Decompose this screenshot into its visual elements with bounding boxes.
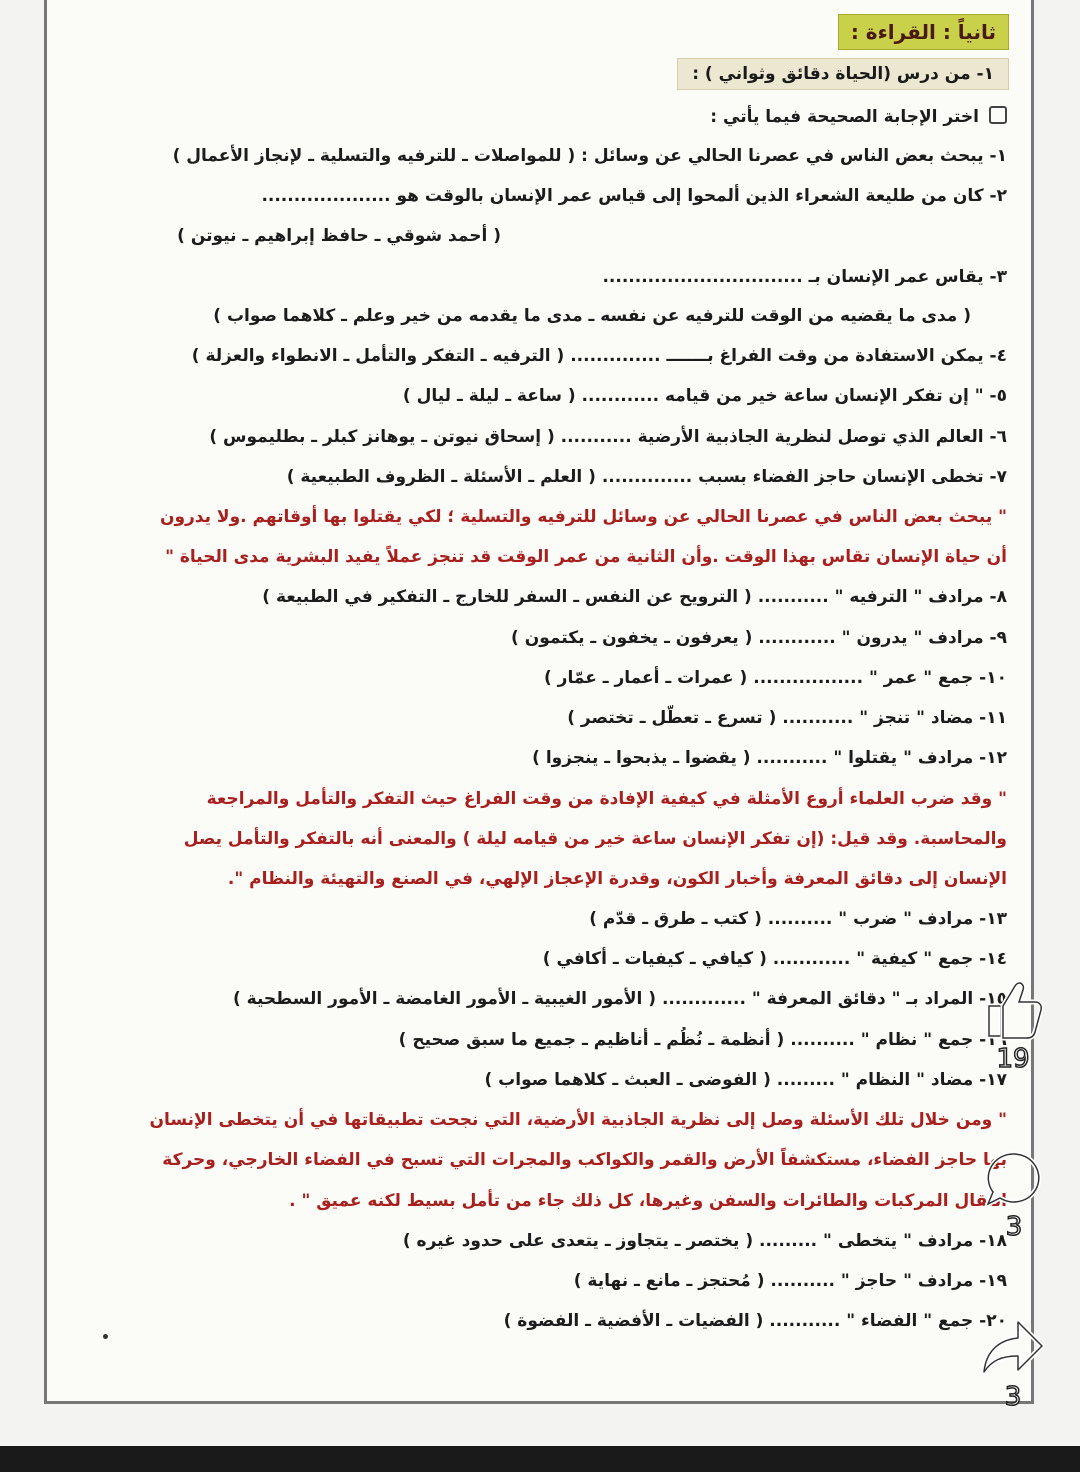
question-line: ١١- مضاد " تنجز " ........... ( تسرع ـ تعطّل ـ تختصر ): [567, 708, 1007, 728]
question-line: ٦- العالم الذي توصل لنظرية الجاذبية الأرضية ........... ( إسحاق نيوتن ـ يوهانز كبلر ـ بطليموس ): [209, 427, 1007, 447]
share-button[interactable]: [980, 1316, 1046, 1412]
question-line: ١- يبحث بعض الناس في عصرنا الحالي عن وسائل : ( للمواصلات ـ للترفيه والتسلية ـ لإنجاز الأعمال ): [172, 146, 1007, 166]
like-button[interactable]: [980, 976, 1046, 1074]
passage-line: " ومن خلال تلك الأسئلة وصل إلى نظرية الجاذبية الأرضية، التي نجحت تطبيقاتها في أن يتخطى الإنسان: [149, 1110, 1007, 1130]
bottom-bar: [0, 1446, 1080, 1472]
question-line: ١٩- مرادف " حاجز " .......... ( مُحتجز ـ مانع ـ نهاية ): [573, 1271, 1007, 1291]
question-line: ٤- يمكن الاستفادة من وقت الفراغ بـــــــ .............. ( الترفيه ـ التفكر والتأمل ـ الانطواء والعزلة ): [191, 346, 1007, 366]
thumbs-up-icon: [981, 976, 1045, 1044]
section-title: ثانياً : القراءة :: [838, 14, 1009, 50]
share-count: 3: [1004, 1382, 1022, 1412]
passage-line: بها حاجز الفضاء، مستكشفاً الأرض والقمر والكواكب والمجرات التي تسبح في الفضاء الخارجي، وحركة: [162, 1150, 1007, 1170]
comment-count: 3: [1005, 1212, 1023, 1242]
question-line: ١٨- مرادف " يتخطى " ......... ( يختصر ـ يتجاوز ـ يتعدى على حدود غيره ): [402, 1231, 1007, 1251]
comment-bubble-icon: [982, 1148, 1046, 1212]
question-line: ٧- تخطى الإنسان حاجز الفضاء بسبب .............. ( العلم ـ الأسئلة ـ الظروف الطبيعية ): [286, 467, 1007, 487]
share-arrow-icon: [980, 1316, 1046, 1382]
choices-line: ( أحمد شوقي ـ حافظ إبراهيم ـ نيوتن ): [177, 226, 501, 246]
passage-line: " وقد ضرب العلماء أروع الأمثلة في كيفية الإفادة من وقت الفراغ حيث التفكر والتأمل والمراجعة: [206, 789, 1007, 809]
passage-line: انتقال المركبات والطائرات والسفن وغيرها، كل ذلك جاء من تأمل بسيط لكنه عميق " .: [289, 1191, 1007, 1211]
lesson-title: ١- من درس (الحياة دقائق وثواني ) :: [677, 58, 1009, 90]
question-line: ٥- " إن تفكر الإنسان ساعة خير من قيامه ............ ( ساعة ـ ليلة ـ ليال ): [402, 386, 1007, 406]
checkbox-icon: [989, 106, 1007, 124]
question-line: ١٠- جمع " عمر " ................. ( عمرات ـ أعمار ـ عمّار ): [543, 668, 1007, 688]
question-line: ٢- كان من طليعة الشعراء الذين ألمحوا إلى قياس عمر الإنسان بالوقت هو ....................: [261, 186, 1007, 206]
stray-dot: [103, 1334, 108, 1339]
choices-line: ( مدى ما يقضيه من الوقت للترفيه عن نفسه ـ مدى ما يقدمه من خير وعلم ـ كلاهما صواب ): [213, 306, 971, 326]
question-line: ١٢- مرادف " يقتلوا " ........... ( يقضوا ـ يذبحوا ـ ينجزوا ): [532, 748, 1007, 768]
instruction-line: [65, 104, 1007, 130]
question-line: ١٦- جمع " نظام " .......... ( أنظمة ـ نُظُم ـ أناظيم ـ جميع ما سبق صحيح ): [398, 1030, 1007, 1050]
passage-line: أن حياة الإنسان تقاس بهذا الوقت .وأن الثانية من عمر الوقت قد تنجز عملاً يفيد البشرية مدى الحياة ": [165, 547, 1007, 567]
worksheet-page: [44, 0, 1034, 1404]
question-line: ٣- يقاس عمر الإنسان بـ ...............................: [602, 267, 1007, 287]
passage-line: " يبحث بعض الناس في عصرنا الحالي عن وسائل للترفيه والتسلية ؛ لكي يقتلوا بها أوقاتهم .ولا يدرون: [159, 507, 1007, 527]
comment-button[interactable]: [981, 1148, 1047, 1242]
question-line: ٢٠- جمع " الفضاء " ........... ( الفضيات ـ الأفضية ـ الفضوة ): [503, 1311, 1007, 1331]
passage-line: الإنسان إلى دقائق المعرفة وأخبار الكون، وقدرة الإعجاز الإلهي، في الصنع والتهيئة والنظام ".: [227, 869, 1007, 889]
question-line: ٨- مرادف " الترفيه " ........... ( الترويح عن النفس ـ السفر للخارج ـ التفكير في الطبيعة ): [262, 587, 1007, 607]
question-line: ٩- مرادف " يدرون " ............ ( يعرفون ـ يخفون ـ يكتمون ): [511, 628, 1007, 648]
question-line: ١٣- مرادف " ضرب " .......... ( كتب ـ طرق ـ قدّم ): [589, 909, 1007, 929]
passage-line: والمحاسبة. وقد قيل: (إن تفكر الإنسان ساعة خير من قيامه ليلة ) والمعنى أنه بالتفكر والتأمل يصل: [183, 829, 1007, 849]
like-count: 19: [996, 1044, 1030, 1074]
question-line: ١٤- جمع " كيفية " ............ ( كيافي ـ كيفيات ـ أكافي ): [542, 949, 1007, 969]
question-line: ١٥- المراد بـ " دقائق المعرفة " ............. ( الأمور الغيبية ـ الأمور الغامضة ـ الأمور السطحية ): [232, 989, 1007, 1009]
question-line: ١٧- مضاد " النظام " ......... ( الفوضى ـ العبث ـ كلاهما صواب ): [484, 1070, 1007, 1090]
instruction-text: اختر الإجابة الصحيحة فيما يأتي :: [710, 107, 979, 127]
